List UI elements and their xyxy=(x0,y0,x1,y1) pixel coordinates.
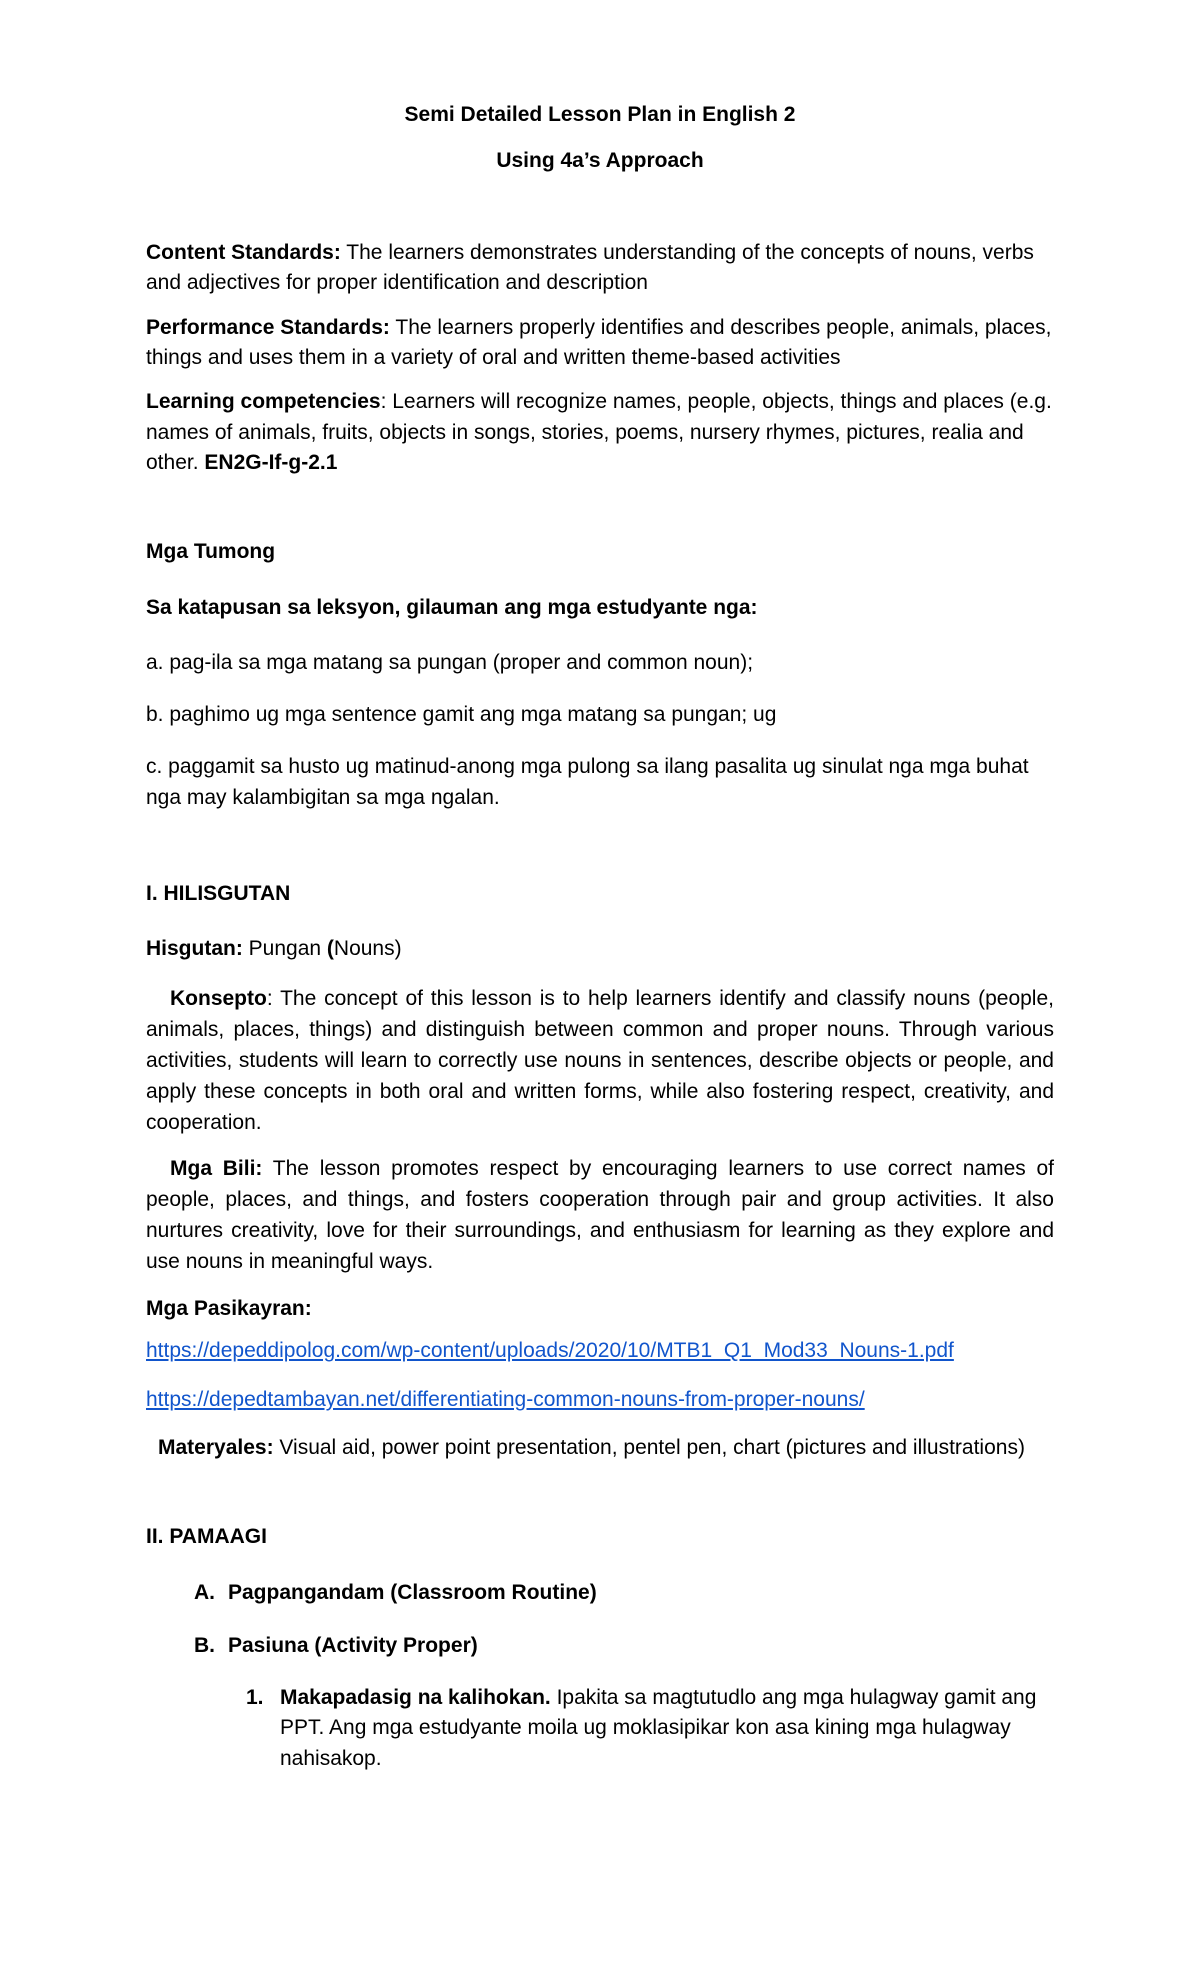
spacer-after-title xyxy=(146,176,1054,238)
topic-paren-rest: Nouns) xyxy=(333,936,402,960)
activity-text-1: Ipakita sa magtutudlo ang mga hulagway gamit ang PPT. Ang mga estudyante moila ug moklasipikar kon asa kining mga hulagway nahisakop. xyxy=(280,1685,1037,1770)
spacer-before-objectives xyxy=(146,493,1054,537)
topic-paren: ( xyxy=(326,936,334,960)
list-marker-b: B. xyxy=(194,1633,215,1657)
activity-body-1 xyxy=(280,1683,1054,1774)
materials-text: Visual aid, power point presentation, pentel pen, chart (pictures and illustrations) xyxy=(273,1436,1025,1460)
objectives-lead xyxy=(146,593,1054,623)
topic-text: Pungan xyxy=(242,936,327,960)
values-label: Mga Bili: xyxy=(170,1157,263,1181)
list-marker-a: A. xyxy=(194,1581,215,1605)
page-subtitle: Using 4a’s Approach xyxy=(496,148,704,172)
section-one-heading: I. HILISGUTAN xyxy=(146,882,291,906)
references-label: Mga Pasikayran: xyxy=(146,1296,312,1320)
topic-line xyxy=(146,934,1054,964)
activity-marker-1: 1. xyxy=(246,1685,264,1709)
performance-standards-text: The learners properly identifies and describes people, animals, places, things and uses them in a variety of oral and written theme-based activities xyxy=(146,315,1052,369)
activity-list xyxy=(146,1683,1054,1774)
spacer-values-refs xyxy=(146,1284,1054,1294)
performance-standards-label: Performance Standards: xyxy=(146,315,390,339)
list-label-b: Pasiuna (Activity Proper) xyxy=(228,1633,478,1657)
page-title: Semi Detailed Lesson Plan in English 2 xyxy=(404,103,796,126)
reference-link-1[interactable]: https://depeddipolog.com/wp-content/uploads/2020/10/MTB1_Q1_Mod33_Nouns-1.pdf xyxy=(146,1339,954,1363)
content-standards-text: The learners demonstrates understanding of the concepts of nouns, verbs and adjectives for proper identification and description xyxy=(146,240,1034,295)
objectives-heading-text: Mga Tumong xyxy=(146,539,276,563)
concept-paragraph xyxy=(146,984,1054,1138)
list-item xyxy=(194,1578,1054,1608)
objective-item-c: c. paggamit sa husto ug matinud-anong mga pulong sa ilang pasalita ug sinulat nga mga buhat nga may kalambigitan sa mga ngalan. xyxy=(146,755,1029,809)
learning-competencies-label: Learning competencies xyxy=(146,390,381,414)
procedure-list xyxy=(146,1578,1054,1661)
learning-competencies-text: : Learners will recognize names, people, objects, things and places (e.g. names of animals, fruits, objects in songs, stories, poems, nursery rhymes, pictures, realia and other. xyxy=(146,390,1052,475)
values-paragraph xyxy=(146,1154,1054,1277)
objectives-heading xyxy=(146,537,1054,567)
objective-item-b: b. paghimo ug mga sentence gamit ang mga matang sa pungan; ug xyxy=(146,703,777,726)
content-standards-label: Content Standards: xyxy=(146,240,341,264)
objective-item-a: a. pag-ila sa mga matang sa pungan (proper and common noun); xyxy=(146,650,754,674)
materials-paragraph xyxy=(158,1433,1054,1463)
topic-label: Hisgutan: xyxy=(146,936,243,960)
performance-standards-paragraph xyxy=(146,313,1054,374)
list-item xyxy=(246,1683,1054,1774)
list-item xyxy=(194,1631,1054,1661)
references-heading xyxy=(146,1294,1054,1324)
learning-competencies-paragraph xyxy=(146,387,1054,478)
concept-text: : The concept of this lesson is to help learners identify and classify nouns (people, animals, places, things) and distinguish between common and proper nouns. Through various activities, students will learn to correctly use nouns in sentences, describe objects or people, and apply these concepts in both oral and written forms, while also fostering respect, creativity, and cooperation. xyxy=(146,987,1054,1134)
content-standards-paragraph xyxy=(146,238,1054,299)
competency-code: EN2G-If-g-2.1 xyxy=(204,451,338,475)
values-text: The lesson promotes respect by encouraging learners to use correct names of people, places, and things, and fosters cooperation through pair and group activities. It also nurtures creativity, love for their surroundings, and enthusiasm for learning as they explore and use nouns in meaningful ways. xyxy=(146,1157,1055,1274)
concept-label: Konsepto xyxy=(170,987,267,1011)
spacer-concept-values xyxy=(146,1144,1054,1154)
materials-label: Materyales: xyxy=(158,1436,274,1460)
reference-link-2[interactable]: https://depedtambayan.net/differentiating-common-nouns-from-proper-nouns/ xyxy=(146,1387,865,1411)
activity-label-1: Makapadasig na kalihokan. xyxy=(280,1685,551,1709)
spacer-before-section-one xyxy=(146,835,1054,879)
spacer-before-section-two xyxy=(146,1478,1054,1522)
objectives-lead-text: Sa katapusan sa leksyon, gilauman ang mga estudyante nga: xyxy=(146,596,758,620)
list-label-a: Pagpangandam (Classroom Routine) xyxy=(228,1581,597,1605)
section-two-heading: II. PAMAAGI xyxy=(146,1524,267,1548)
